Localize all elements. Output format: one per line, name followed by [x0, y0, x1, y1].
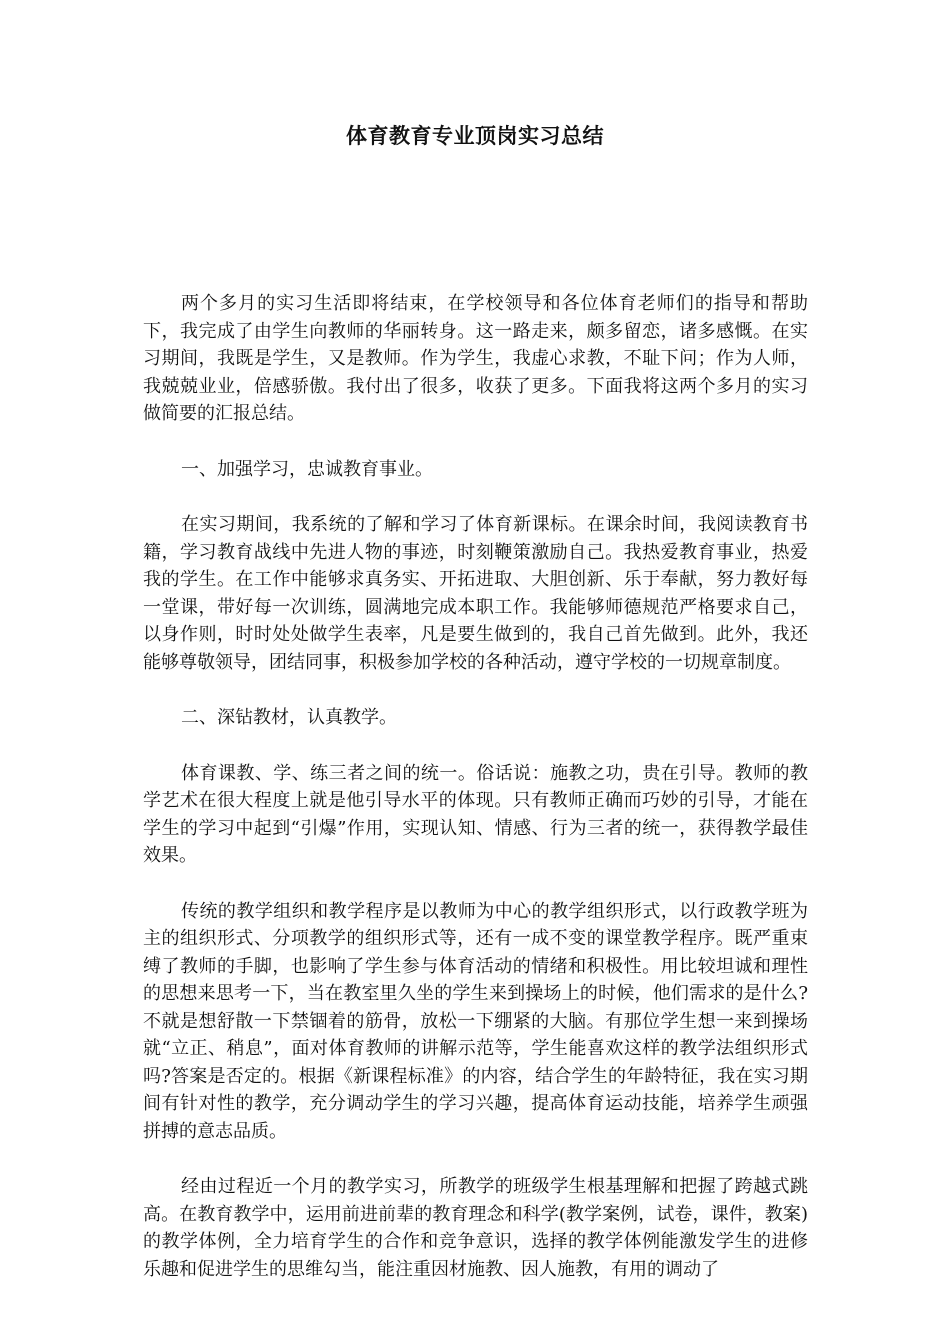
- section-heading-2: 二、深钻教材，认真教学。: [181, 707, 397, 728]
- document-title: 体育教育专业顶岗实习总结: [346, 123, 604, 148]
- section-1-paragraph: 在实习期间，我系统的了解和学习了体育新课标。在课余时间，我阅读教育书籍，学习教育战线中先进人物的事迹，时刻鞭策激励自己。我热爱教育事业，热爱我的学生。在工作中能够求真务实、开拓进取、大胆创新、乐于奉献，努力教好每一堂课，带好每一次训练，圆满地完成本职工作。我能够师德规范严格要求自己，以身作则，时时处处做学生表率，凡是要生做到的，我自己首先做到。此外，我还能够尊敬领导，团结同事，积极参加学校的各种活动，遵守学校的一切规章制度。: [143, 514, 808, 673]
- section-2-paragraph-1: 体育课教、学、练三者之间的统一。俗话说：施教之功，贵在引导。教师的教学艺术在很大程度上就是他引导水平的体现。只有教师正确而巧妙的引导，才能在学生的学习中起到“引爆”作用，实现认知、情感、行为三者的统一，获得教学最佳效果。: [143, 762, 808, 866]
- intro-paragraph: 两个多月的实习生活即将结束，在学校领导和各位体育老师们的指导和帮助下，我完成了由学生向教师的华丽转身。这一路走来，颇多留恋，诸多感慨。在实习期间，我既是学生，又是教师。作为学生，我虚心求教，不耻下问；作为人师，我兢兢业业，倍感骄傲。我付出了很多，收获了更多。下面我将这两个多月的实习做简要的汇报总结。: [143, 293, 808, 424]
- section-2-paragraph-3: 经由过程近一个月的教学实习，所教学的班级学生根基理解和把握了跨越式跳高。在教育教学中，运用前进前辈的教育理念和科学(教学案例，试卷，课件，教案)的教学体例，全力培育学生的合作和竞争意识，选择的教学体例能激发学生的进修乐趣和促进学生的思维勾当，能注重因材施教、因人施教，有用的调动了: [143, 1176, 808, 1280]
- section-2-paragraph-2: 传统的教学组织和教学程序是以教师为中心的教学组织形式，以行政教学班为主的组织形式、分项教学的组织形式等，还有一成不变的课堂教学程序。既严重束缚了教师的手脚，也影响了学生参与体育活动的情绪和积极性。用比较坦诚和理性的思想来思考一下，当在教室里久坐的学生来到操场上的时候，他们需求的是什么?不就是想舒散一下禁锢着的筋骨，放松一下绷紧的大脑。有那位学生想一来到操场就“立正、稍息”，面对体育教师的讲解示范等，学生能喜欢这样的教学法组织形式吗?答案是否定的。根据《新课程标准》的内容，结合学生的年龄特征，我在实习期间有针对性的教学，充分调动学生的学习兴趣，提高体育运动技能，培养学生顽强拼搏的意志品质。: [143, 900, 808, 1142]
- section-heading-1: 一、加强学习，忠诚教育事业。: [181, 458, 433, 480]
- document-body: [143, 290, 808, 1311]
